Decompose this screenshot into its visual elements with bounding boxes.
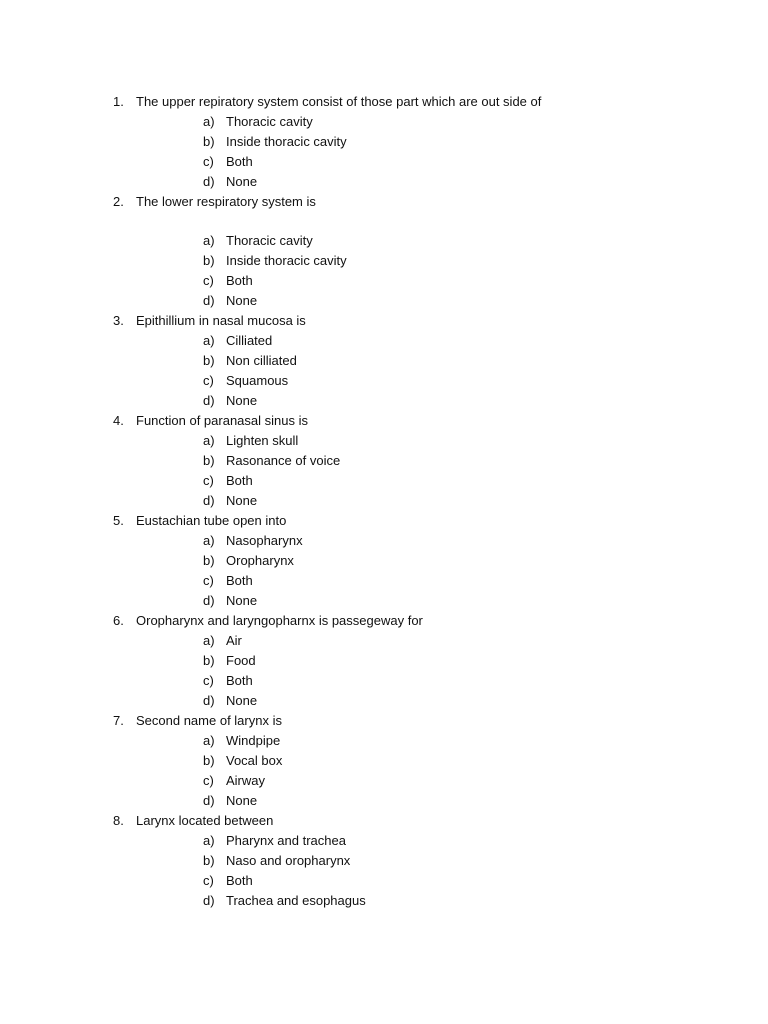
option-letter: a): [203, 633, 215, 648]
option-text: Food: [226, 653, 256, 668]
option-c: [0, 771, 768, 791]
question-line: [0, 92, 768, 112]
option-c: [0, 671, 768, 691]
question-line: [0, 411, 768, 431]
option-a: [0, 231, 768, 251]
option-b: [0, 651, 768, 671]
question-number: 6.: [113, 613, 124, 628]
question-number: 1.: [113, 94, 124, 109]
question-1: [0, 92, 768, 192]
option-text: Inside thoracic cavity: [226, 134, 347, 149]
question-line: [0, 511, 768, 531]
option-d: [0, 391, 768, 411]
option-letter: b): [203, 253, 215, 268]
option-letter: b): [203, 453, 215, 468]
option-text: Thoracic cavity: [226, 233, 313, 248]
option-letter: c): [203, 273, 214, 288]
option-a: [0, 631, 768, 651]
question-line: [0, 811, 768, 831]
option-c: [0, 371, 768, 391]
option-letter: b): [203, 553, 215, 568]
option-text: None: [226, 793, 258, 808]
option-d: [0, 291, 768, 311]
option-c: [0, 152, 768, 172]
option-letter: a): [203, 733, 215, 748]
option-text: Airway: [226, 773, 266, 788]
option-d: [0, 491, 768, 511]
option-letter: c): [203, 154, 214, 169]
option-text: Oropharynx: [226, 553, 294, 568]
option-text: Trachea and esophagus: [226, 893, 366, 908]
option-a: [0, 731, 768, 751]
option-text: Both: [226, 673, 253, 688]
question-text: Eustachian tube open into: [136, 513, 287, 528]
option-a: [0, 431, 768, 451]
option-text: Vocal box: [226, 753, 283, 768]
option-letter: a): [203, 233, 215, 248]
option-letter: b): [203, 134, 215, 149]
option-letter: d): [203, 893, 215, 908]
question-4: [0, 411, 768, 511]
option-letter: c): [203, 373, 214, 388]
option-letter: a): [203, 114, 215, 129]
option-letter: d): [203, 593, 215, 608]
question-line: [0, 611, 768, 631]
option-text: None: [226, 393, 258, 408]
option-text: None: [226, 293, 258, 308]
option-c: [0, 471, 768, 491]
option-text: None: [226, 593, 258, 608]
option-d: [0, 591, 768, 611]
option-letter: d): [203, 793, 215, 808]
option-text: Both: [226, 573, 253, 588]
option-letter: d): [203, 293, 215, 308]
option-letter: c): [203, 673, 214, 688]
option-a: [0, 831, 768, 851]
option-text: Squamous: [226, 373, 289, 388]
option-a: [0, 331, 768, 351]
question-text: Epithillium in nasal mucosa is: [136, 313, 306, 328]
question-number: 8.: [113, 813, 124, 828]
option-text: Naso and oropharynx: [226, 853, 351, 868]
option-letter: d): [203, 393, 215, 408]
question-number: 2.: [113, 194, 124, 209]
question-line: [0, 311, 768, 331]
option-letter: b): [203, 753, 215, 768]
option-a: [0, 531, 768, 551]
question-text: Larynx located between: [136, 813, 274, 828]
option-letter: d): [203, 693, 215, 708]
option-text: None: [226, 693, 258, 708]
question-6: [0, 611, 768, 711]
option-text: Both: [226, 273, 253, 288]
option-b: [0, 851, 768, 871]
option-a: [0, 112, 768, 132]
question-number: 5.: [113, 513, 124, 528]
question-line: [0, 192, 768, 231]
option-letter: c): [203, 573, 214, 588]
question-number: 7.: [113, 713, 124, 728]
option-text: Nasopharynx: [226, 533, 303, 548]
option-text: Cilliated: [226, 333, 273, 348]
question-number: 3.: [113, 313, 124, 328]
question-2: [0, 192, 768, 311]
option-text: None: [226, 174, 258, 189]
option-c: [0, 571, 768, 591]
option-letter: b): [203, 653, 215, 668]
question-text: The lower respiratory system is: [136, 194, 316, 209]
option-text: Pharynx and trachea: [226, 833, 346, 848]
option-letter: c): [203, 873, 214, 888]
option-letter: a): [203, 333, 215, 348]
option-text: None: [226, 493, 258, 508]
option-b: [0, 451, 768, 471]
option-text: Air: [226, 633, 242, 648]
option-d: [0, 691, 768, 711]
option-text: Both: [226, 154, 253, 169]
question-number: 4.: [113, 413, 124, 428]
option-letter: d): [203, 493, 215, 508]
option-letter: c): [203, 473, 214, 488]
option-letter: b): [203, 353, 215, 368]
question-list: [0, 92, 768, 911]
option-c: [0, 871, 768, 891]
option-text: Rasonance of voice: [226, 453, 341, 468]
option-letter: a): [203, 833, 215, 848]
option-b: [0, 351, 768, 371]
option-d: [0, 172, 768, 192]
option-letter: c): [203, 773, 214, 788]
option-text: Both: [226, 473, 253, 488]
option-text: Windpipe: [226, 733, 281, 748]
option-text: Thoracic cavity: [226, 114, 313, 129]
option-text: Both: [226, 873, 253, 888]
option-letter: d): [203, 174, 215, 189]
question-text: The upper repiratory system consist of those part which are out side of: [136, 94, 542, 109]
option-text: Non cilliated: [226, 353, 297, 368]
option-b: [0, 251, 768, 271]
question-5: [0, 511, 768, 611]
question-3: [0, 311, 768, 411]
option-b: [0, 132, 768, 152]
question-7: [0, 711, 768, 811]
question-text: Function of paranasal sinus is: [136, 413, 308, 428]
question-text: Oropharynx and laryngopharnx is passegeway for: [136, 613, 423, 628]
option-d: [0, 891, 768, 911]
question-line: [0, 711, 768, 731]
option-text: Inside thoracic cavity: [226, 253, 347, 268]
option-letter: a): [203, 433, 215, 448]
option-b: [0, 751, 768, 771]
question-8: [0, 811, 768, 911]
option-d: [0, 791, 768, 811]
option-letter: b): [203, 853, 215, 868]
question-text: Second name of larynx is: [136, 713, 282, 728]
option-c: [0, 271, 768, 291]
option-letter: a): [203, 533, 215, 548]
option-b: [0, 551, 768, 571]
option-text: Lighten skull: [226, 433, 299, 448]
